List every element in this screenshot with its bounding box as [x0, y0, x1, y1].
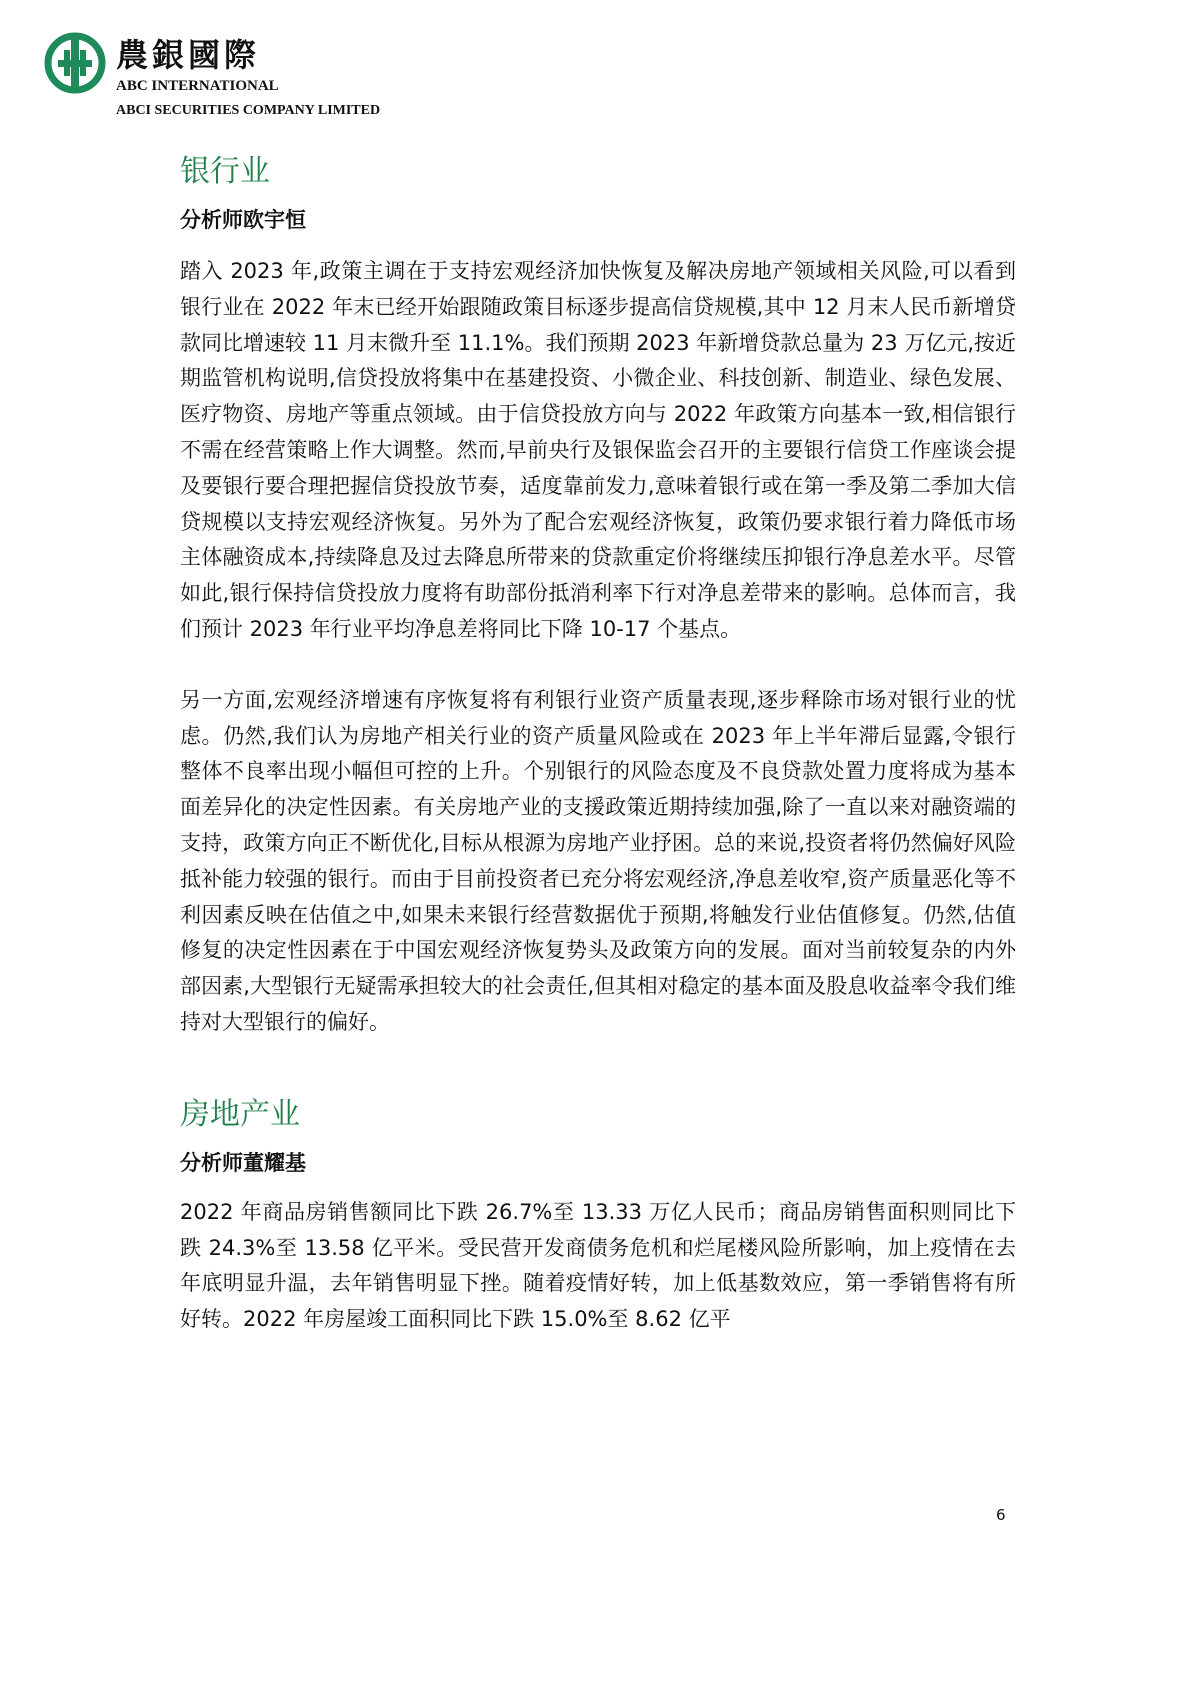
paragraph-real-estate-1: 2022 年商品房销售额同比下跌 26.7%至 13.33 万亿人民币；商品房销售面积则同比下跌 24.3%至 13.58 亿平米。受民营开发商债务危机和烂尾楼风险所影响，加上疫情在去年底明显升温，去年销售明显下挫。随着疫情好转，加上低基数效应，第一季销售将有所好转。2022 年房屋竣工面积同比下跌 15.0%至 8.62 亿平	[180, 1199, 1016, 1332]
section-title-real-estate: 房地产业	[180, 1096, 300, 1132]
report-body	[180, 150, 1016, 1338]
page-number: 6	[996, 1506, 1006, 1524]
abc-coin-logo-icon	[44, 32, 106, 94]
company-name: ABCI SECURITIES COMPANY LIMITED	[116, 103, 381, 118]
analyst-name-real-estate: 分析师董耀基	[180, 1150, 306, 1175]
report-header	[44, 24, 464, 120]
section-title-banking: 银行业	[180, 154, 270, 189]
section-real-estate	[180, 1093, 1016, 1338]
brand-name-chinese: 農銀國際	[116, 36, 261, 74]
brand-name-english: ABC INTERNATIONAL	[116, 78, 279, 94]
paragraph-banking-1: 踏入 2023 年,政策主调在于支持宏观经济加快恢复及解决房地产领域相关风险,可以看到银行业在 2022 年末已经开始跟随政策目标逐步提高信贷规模,其中 12 月末人民币新增贷款同比增速较 11 月末微升至 11.1%。我们预期 2023 年新增贷款总量为 23 万亿元,按近期监管机构说明,信贷投放将集中在基建投资、小微企业、科技创新、制造业、绿色发展、医疗物资、房地产等重点领域。由于信贷投放方向与 2022 年政策方向基本一致,相信银行不需在经营策略上作大调整。然而,早前央行及银保监会召开的主要银行信贷工作座谈会提及要银行要合理把握信贷投放节奏，适度靠前发力,意味着银行或在第一季及第二季加大信贷规模以支持宏观经济恢复。另外为了配合宏观经济恢复，政策仍要求银行着力降低市场主体融资成本,持续降息及过去降息所带来的贷款重定价将继续压抑银行净息差水平。尽管如此,银行保持信贷投放力度将有助部份抵消利率下行对净息差带来的影响。总体而言，我们预计 2023 年行业平均净息差将同比下降 10-17 个基点。	[180, 259, 1016, 641]
paragraph-banking-2: 另一方面,宏观经济增速有序恢复将有利银行业资产质量表现,逐步释除市场对银行业的忧虑。仍然,我们认为房地产相关行业的资产质量风险或在 2023 年上半年滞后显露,令银行整体不良率出现小幅但可控的上升。个别银行的风险态度及不良贷款处置力度将成为基本面差异化的决定性因素。有关房地产业的支援政策近期持续加强,除了一直以来对融资端的支持，政策方向正不断优化,目标从根源为房地产业抒困。总的来说,投资者将仍然偏好风险抵补能力较强的银行。而由于目前投资者已充分将宏观经济,净息差收窄,资产质量恶化等不利因素反映在估值之中,如果未来银行经营数据优于预期,将触发行业估值修复。仍然,估值修复的决定性因素在于中国宏观经济恢复势头及政策方向的发展。面对当前较复杂的内外部因素,大型银行无疑需承担较大的社会责任,但其相对稳定的基本面及股息收益率令我们维持对大型银行的偏好。	[180, 687, 1016, 1034]
analyst-name-banking: 分析师欧宇恒	[180, 208, 306, 232]
section-banking	[180, 150, 1016, 1041]
